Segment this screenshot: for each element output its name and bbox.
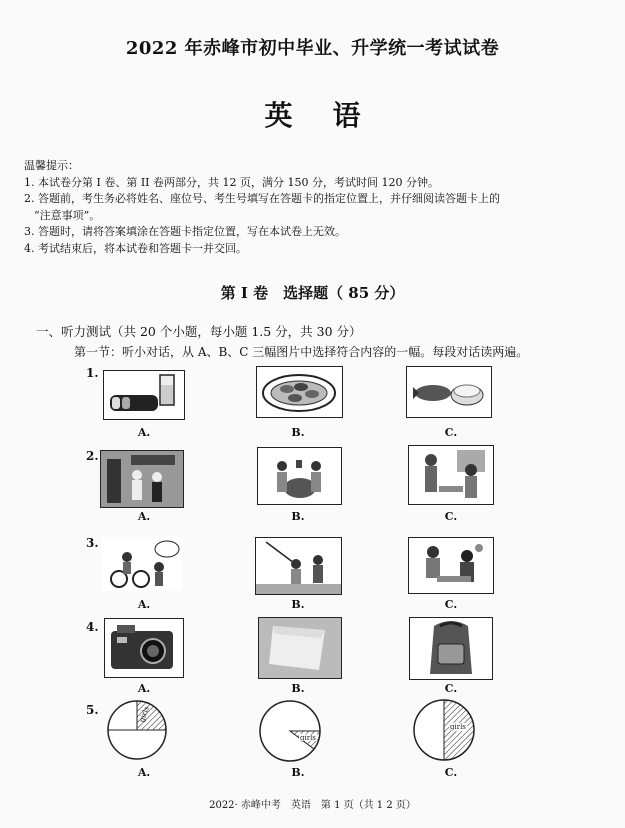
plate-of-dumplings-picture — [256, 366, 343, 418]
option-a-label: A. — [137, 682, 151, 695]
people-at-shop-picture — [100, 450, 184, 508]
option-c-label: C. — [444, 766, 458, 779]
exam-title: 2022 年赤峰市初中毕业、升学统一考试试卷 — [125, 38, 500, 59]
option-b-label: B. — [291, 766, 305, 779]
question-number: 4. — [86, 620, 99, 634]
option-c-label: C. — [444, 598, 458, 611]
option-b-label: B. — [291, 426, 305, 439]
subsection-heading: 第一节：听小对话，从 A、B、C 三幅图片中选择符合内容的一幅。每段对话读两遍。 — [74, 345, 529, 359]
notice-line-2a: 2. 答题前，考生务必将姓名、座位号、考生号填写在答题卡的指定位置上，并仔细阅读答题卡上的 — [24, 192, 500, 205]
pie-half-girls-picture — [411, 697, 477, 763]
people-fishing-picture — [255, 537, 342, 595]
pie-label: girls — [450, 723, 466, 731]
option-a-label: A. — [137, 766, 151, 779]
question-number: 2. — [86, 449, 99, 463]
option-c-label: C. — [444, 682, 458, 695]
bread-and-milk-picture — [103, 370, 185, 420]
backpack-picture — [409, 617, 493, 680]
people-at-party-picture — [408, 445, 494, 505]
notice-line-2b: “注意事项”。 — [34, 208, 101, 222]
option-c-label: C. — [444, 510, 458, 523]
option-c-label: C. — [444, 426, 458, 439]
option-b-label: B. — [291, 510, 305, 523]
pie-label: girls — [300, 734, 316, 742]
towel-picture — [258, 617, 342, 679]
question-number: 5. — [86, 703, 99, 717]
people-at-table-picture — [257, 447, 342, 505]
camera-picture — [104, 618, 184, 678]
question-number: 3. — [86, 536, 99, 550]
part-title: 第 I 卷 选择题（ 85 分） — [220, 284, 405, 302]
notice-line-1: 1. 本试卷分第 I 卷、第 II 卷两部分，共 12 页，满分 150 分，考试时间 120 分钟。 — [24, 175, 439, 189]
question-number: 1. — [86, 366, 99, 380]
option-b-label: B. — [291, 598, 305, 611]
pie-small-girls-picture — [257, 698, 323, 764]
option-b-label: B. — [291, 682, 305, 695]
children-riding-bikes-picture — [100, 536, 184, 592]
notice-heading: 温馨提示： — [24, 159, 79, 172]
pie-quarter-girls-picture — [105, 698, 169, 762]
option-a-label: A. — [137, 510, 151, 523]
page-footer: 2022· 赤峰中考 英语 第 1 页（共 1 2 页） — [209, 800, 416, 811]
notice-line-4: 4. 考试结束后，将本试卷和答题卡一并交回。 — [24, 241, 247, 255]
notice-line-3: 3. 答题时，请将答案填涂在答题卡指定位置，写在本试卷上无效。 — [24, 225, 346, 238]
option-a-label: A. — [137, 426, 151, 439]
option-a-label: A. — [137, 598, 151, 611]
subject-title: 英语 — [264, 99, 401, 132]
fish-and-rice-picture — [406, 366, 492, 418]
notice-block — [24, 158, 614, 257]
pie-label: girls — [137, 705, 151, 724]
people-talking-picture — [408, 537, 494, 594]
section-heading: 一、听力测试（共 20 个小题，每小题 1.5 分，共 30 分） — [36, 324, 362, 339]
